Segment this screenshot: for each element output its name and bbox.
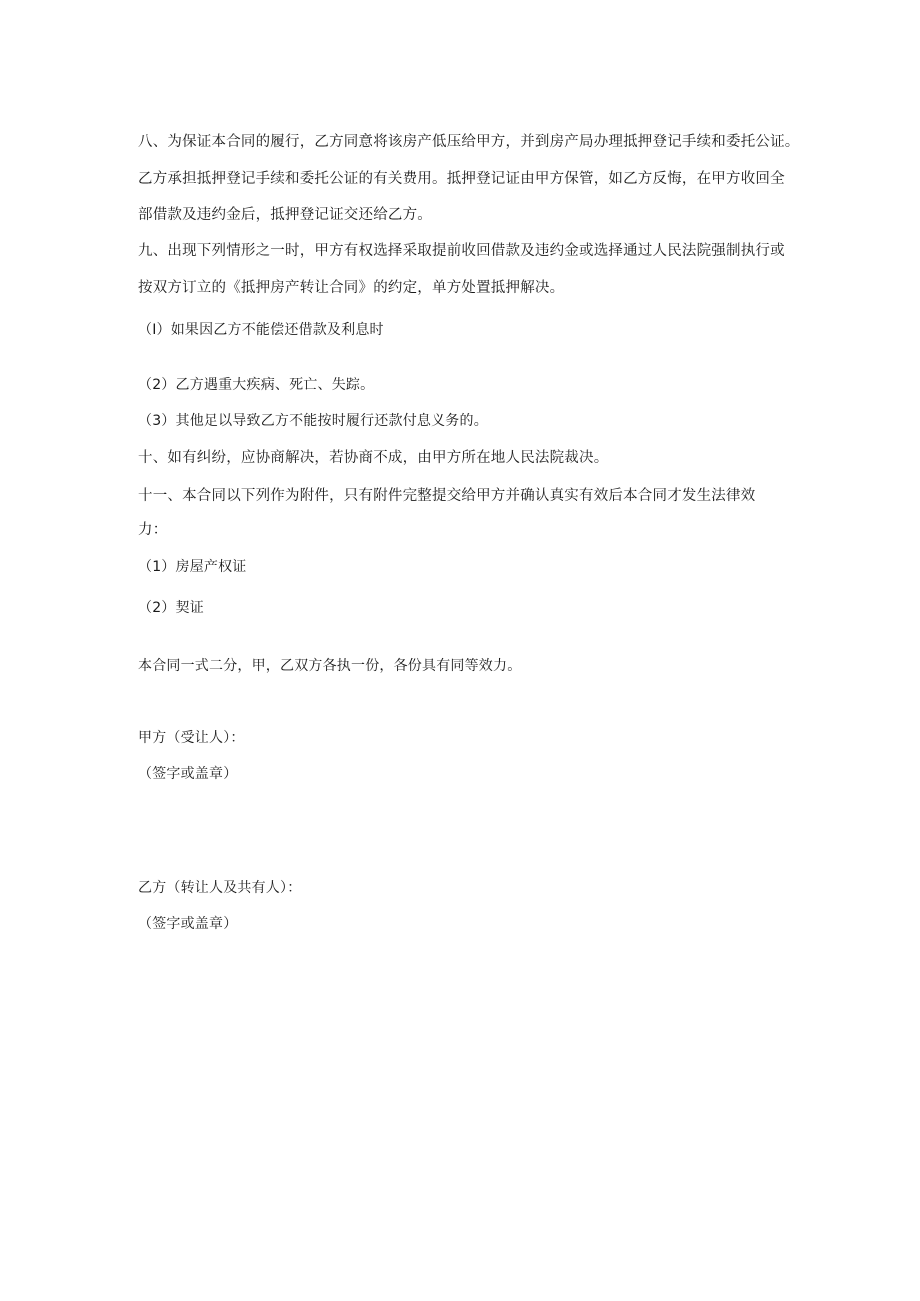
attachment-item-2: （2）契证 xyxy=(138,600,204,616)
attachment-item-1: （1）房屋产权证 xyxy=(138,559,247,575)
party-b-signature: （签字或盖章） xyxy=(138,916,238,932)
clause-9-item-2: （2）乙方遇重大疾病、死亡、失踪。 xyxy=(138,377,375,393)
clause-8-line-1: 八、为保证本合同的履行，乙方同意将该房产低压给甲方，并到房产局办理抵押登记手续和委托公证。 xyxy=(138,134,800,150)
clause-9-line-2: 按双方订立的《抵押房产转让合同》的约定，单方处置抵押解决。 xyxy=(138,280,565,296)
clause-10: 十、如有纠纷，应协商解决，若协商不成，由甲方所在地人民法院裁决。 xyxy=(138,450,609,466)
clause-11-line-1: 十一、本合同以下列作为附件，只有附件完整提交给甲方并确认真实有效后本合同才发生法律效 xyxy=(138,488,756,504)
clause-9-item-1: （I）如果因乙方不能偿还借款及利息时 xyxy=(138,322,384,338)
party-b-label: 乙方（转让人及共有人）： xyxy=(138,880,302,896)
clause-8-line-3: 部借款及违约金后，抵押登记证交还给乙方。 xyxy=(138,207,432,223)
clause-11-line-2: 力： xyxy=(138,522,168,538)
clause-9-line-1: 九、出现下列情形之一时，甲方有权选择采取提前收回借款及违约金或选择通过人民法院强制执行或 xyxy=(138,243,785,259)
copies-statement: 本合同一式二分，甲，乙双方各执一份，各份具有同等效力。 xyxy=(138,658,522,674)
clause-9-item-3: （3）其他足以导致乙方不能按时履行还款付息义务的。 xyxy=(138,413,488,429)
party-a-label: 甲方（受让人）： xyxy=(138,730,245,746)
clause-8-line-2: 乙方承担抵押登记手续和委托公证的有关费用。抵押登记证由甲方保管，如乙方反悔，在甲方收回全 xyxy=(138,171,785,187)
party-a-signature: （签字或盖章） xyxy=(138,766,238,782)
